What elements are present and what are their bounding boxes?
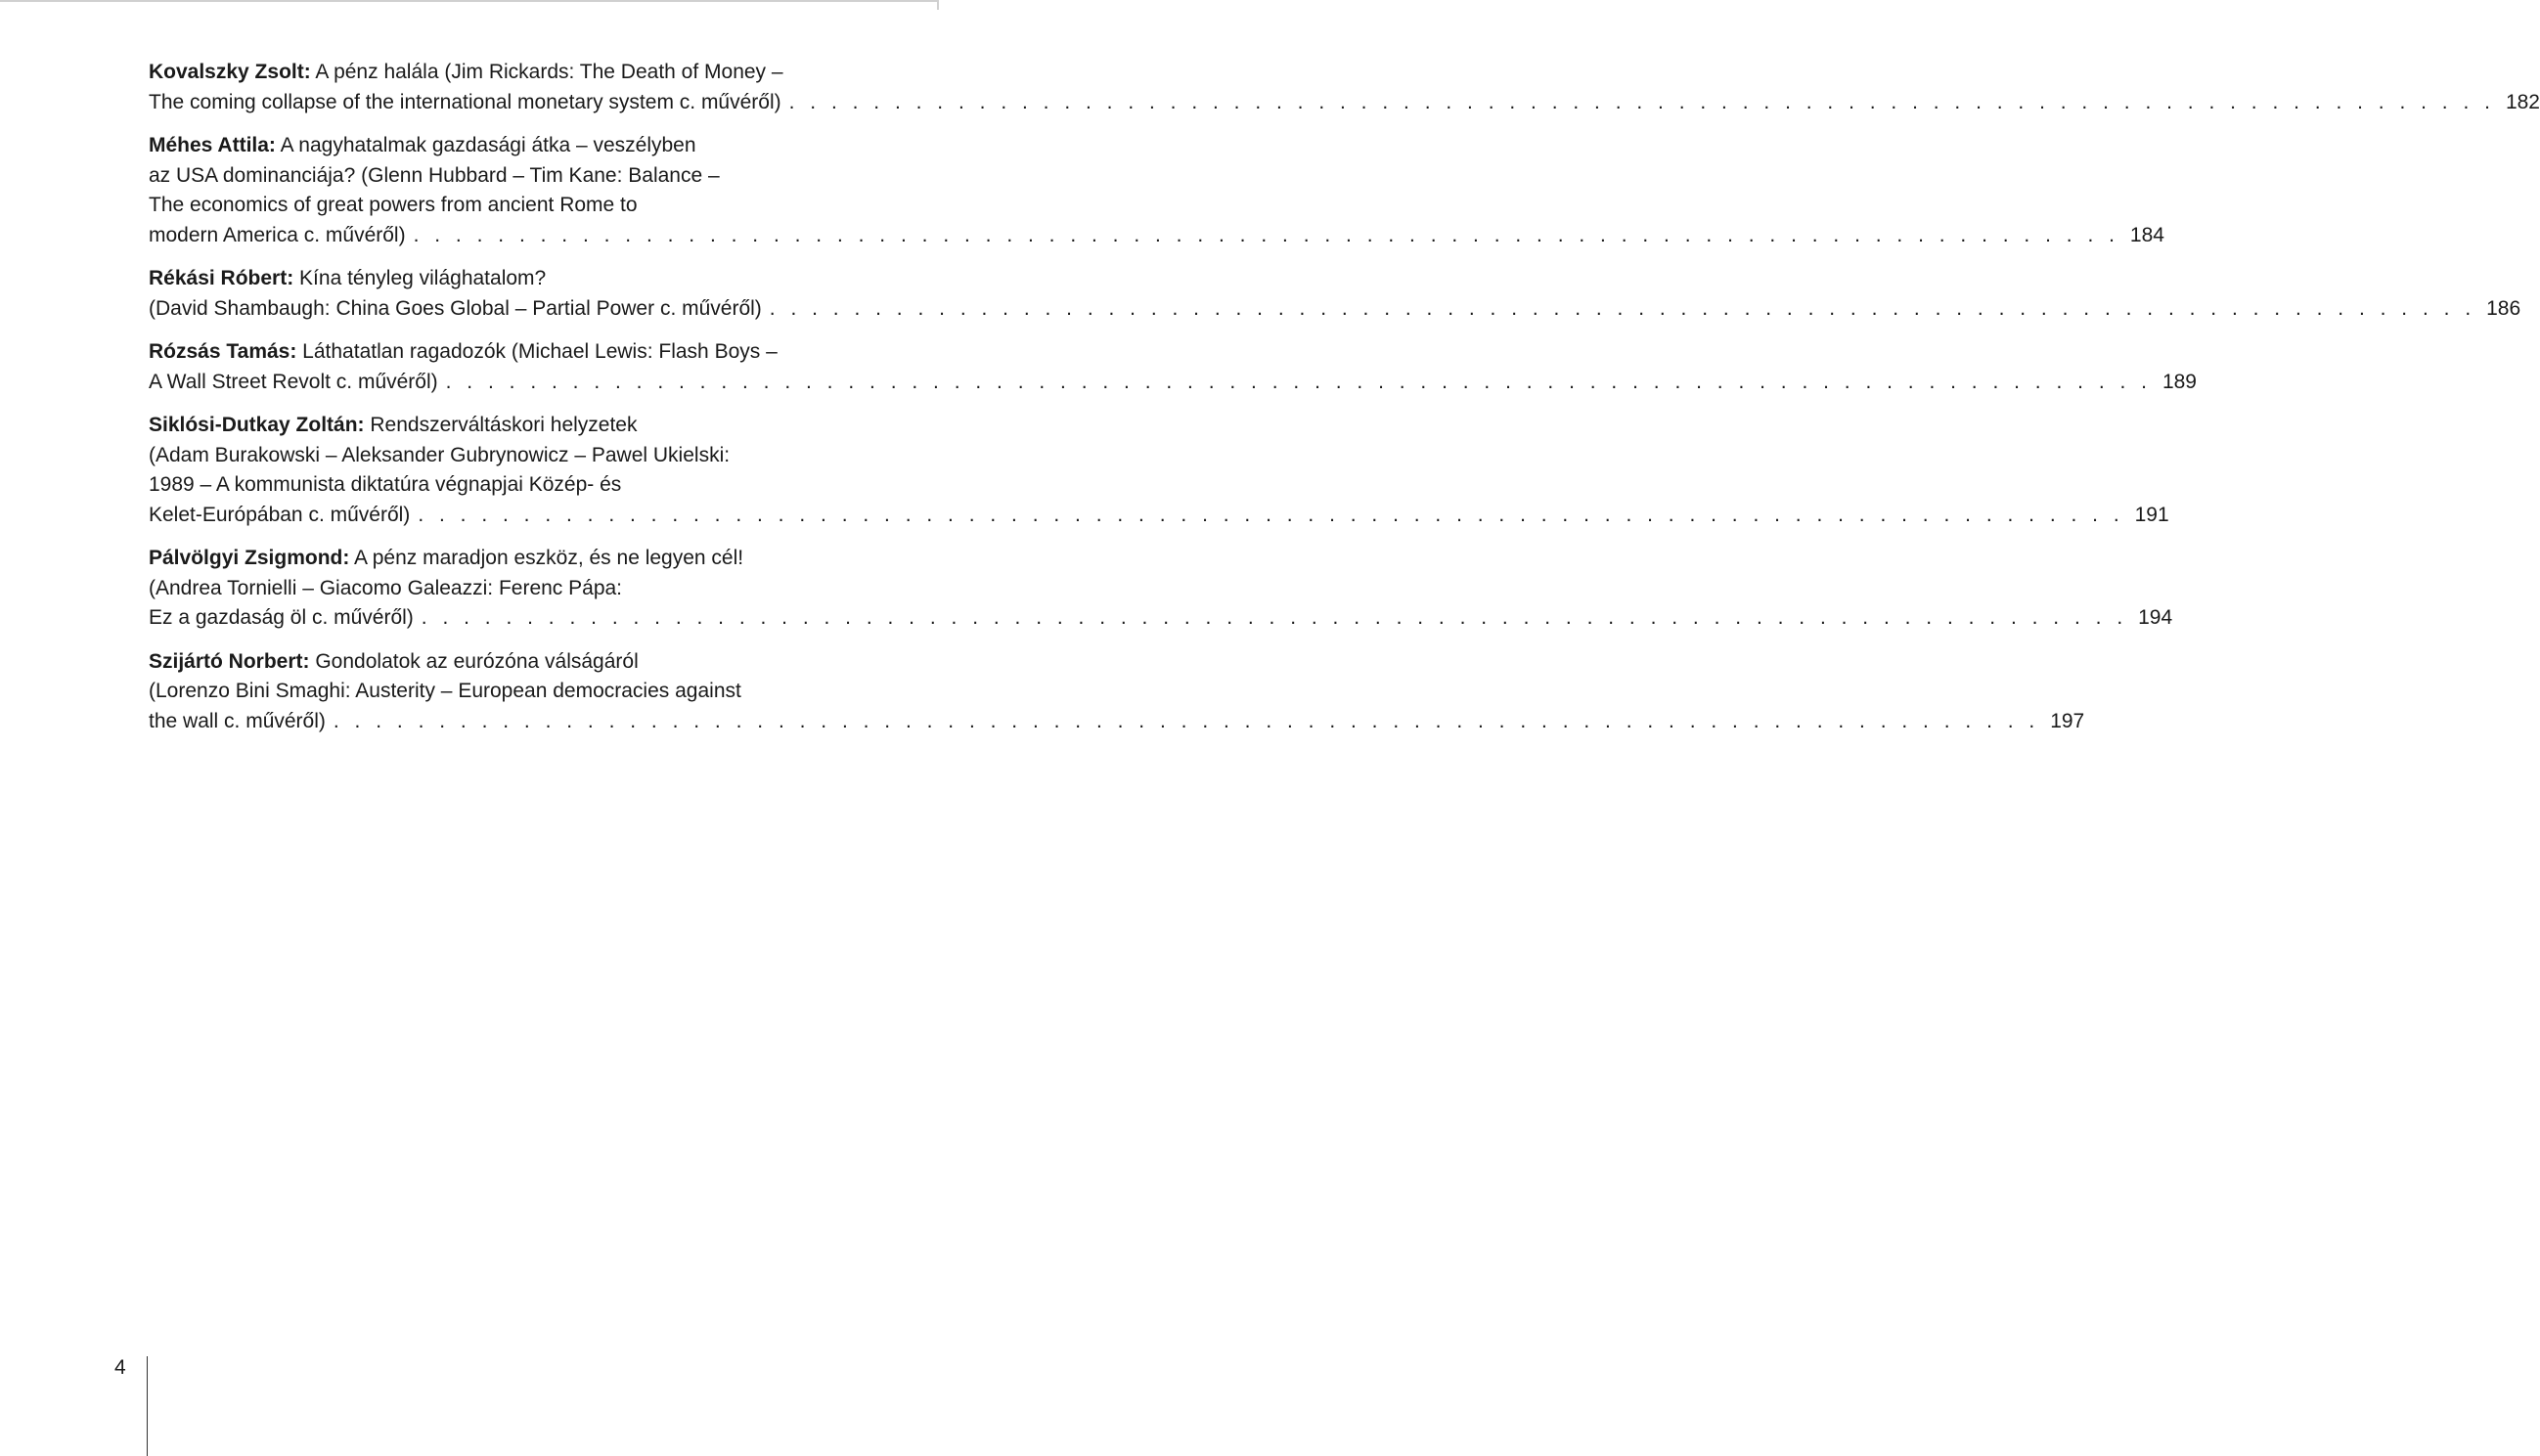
toc-entry-line: Kelet-Európában c. művéről) <box>149 503 411 526</box>
toc-entry-title: Láthatatlan ragadozók (Michael Lewis: Flash Boys – <box>296 340 778 363</box>
toc-entry-page-number: 186 <box>2486 296 2521 320</box>
toc-entry[interactable] <box>149 411 2169 530</box>
toc-entry-line: The economics of great powers from ancient Rome to <box>149 194 638 216</box>
toc-entry-author: Kovalszky Zsolt: <box>149 61 311 83</box>
toc-entry[interactable] <box>149 58 2540 117</box>
dot-leader: . . . . . . . . . . . . . . . . . . . . . . . . . . . . . . . . . . . . . . . . . . . . . . . . . . . . . . . . . . . . . . . . . . . . . . . . . . . . . . . . . <box>413 223 2119 246</box>
toc-entry-first-line <box>149 411 935 441</box>
table-of-contents <box>149 58 2540 750</box>
toc-entry-last-line <box>149 221 2164 251</box>
toc-entry-title: A nagyhatalmak gazdasági átka – veszélyben <box>275 134 696 156</box>
dot-leader: . . . . . . . . . . . . . . . . . . . . . . . . . . . . . . . . . . . . . . . . . . . . . . . . . . . . . . . . . . . . . . . . . . . . . . . . . . . . . . . . . <box>769 296 2476 320</box>
toc-entry-page-number: 194 <box>2138 606 2173 629</box>
toc-entry-author: Rózsás Tamás: <box>149 340 297 363</box>
toc-entry-last-line <box>149 368 2197 398</box>
toc-entry-last-line <box>149 294 2521 325</box>
toc-entry[interactable] <box>149 264 2521 324</box>
page-number: 4 <box>114 1356 126 1379</box>
toc-entry-page-number: 184 <box>2129 223 2164 246</box>
toc-entry-line: az USA dominanciája? (Glenn Hubbard – Tim Kane: Balance – <box>149 163 720 187</box>
toc-entry-page-number: 189 <box>2161 370 2197 393</box>
toc-entry-author: Rékási Róbert: <box>149 267 294 289</box>
top-border-line <box>0 0 939 2</box>
toc-entry-first-line <box>149 647 935 678</box>
toc-entry-line: modern America c. művéről) <box>149 223 406 246</box>
toc-entry-line: (Adam Burakowski – Aleksander Gubrynowicz – Pawel Ukielski: <box>149 443 731 466</box>
toc-entry-author: Pálvölgyi Zsigmond: <box>149 547 350 569</box>
toc-entry-last-line <box>149 501 2169 531</box>
toc-entry-page-number: 197 <box>2050 709 2085 732</box>
dot-leader: . . . . . . . . . . . . . . . . . . . . . . . . . . . . . . . . . . . . . . . . . . . . . . . . . . . . . . . . . . . . . . . . . . . . . . . . . . . . . . . . . <box>333 709 2040 732</box>
toc-entry-line: the wall c. művéről) <box>149 709 326 732</box>
toc-entry-line: (Andrea Tornielli – Giacomo Galeazzi: Ferenc Pápa: <box>149 576 623 599</box>
toc-entry[interactable] <box>149 337 2197 397</box>
toc-entry[interactable] <box>149 131 2164 250</box>
top-right-corner-mark <box>937 0 939 10</box>
toc-entry-first-line <box>149 58 935 88</box>
toc-entry-title: Rendszerváltáskori helyzetek <box>364 414 638 436</box>
toc-entry-last-line <box>149 603 2173 634</box>
toc-entry-author: Szijártó Norbert: <box>149 649 310 673</box>
toc-entry-line: Ez a gazdaság öl c. művéről) <box>149 606 414 629</box>
toc-entry-line: 1989 – A kommunista diktatúra végnapjai Közép- és <box>149 473 622 496</box>
toc-entry-page-number: 182 <box>2505 90 2540 113</box>
toc-entry-first-line <box>149 131 935 161</box>
toc-entry-line: A Wall Street Revolt c. művéről) <box>149 370 438 393</box>
dot-leader: . . . . . . . . . . . . . . . . . . . . . . . . . . . . . . . . . . . . . . . . . . . . . . . . . . . . . . . . . . . . . . . . . . . . . . . . . . . . . . . . . <box>788 90 2495 113</box>
toc-entry-title: A pénz halála (Jim Rickards: The Death of Money – <box>310 61 783 83</box>
margin-rule <box>147 1356 148 1456</box>
toc-entry-author: Siklósi-Dutkay Zoltán: <box>149 414 365 436</box>
toc-entry-last-line <box>149 707 2085 737</box>
toc-entry-title: A pénz maradjon eszköz, és ne legyen cél! <box>349 547 744 569</box>
toc-entry[interactable] <box>149 647 2085 737</box>
toc-entry-line: (David Shambaugh: China Goes Global – Partial Power c. művéről) <box>149 296 762 320</box>
toc-entry-first-line <box>149 544 935 574</box>
dot-leader: . . . . . . . . . . . . . . . . . . . . . . . . . . . . . . . . . . . . . . . . . . . . . . . . . . . . . . . . . . . . . . . . . . . . . . . . . . . . . . . . . <box>418 503 2124 526</box>
toc-entry-first-line <box>149 337 935 368</box>
toc-entry-line: The coming collapse of the international monetary system c. művéről) <box>149 90 781 113</box>
toc-entry-title: Kína tényleg világhatalom? <box>293 267 547 289</box>
toc-entry-last-line <box>149 88 2540 118</box>
toc-entry-first-line <box>149 264 935 294</box>
toc-entry-line: (Lorenzo Bini Smaghi: Austerity – European democracies against <box>149 680 741 702</box>
toc-entry-author: Méhes Attila: <box>149 134 276 156</box>
toc-entry-title: Gondolatok az eurózóna válságáról <box>309 649 639 673</box>
dot-leader: . . . . . . . . . . . . . . . . . . . . . . . . . . . . . . . . . . . . . . . . . . . . . . . . . . . . . . . . . . . . . . . . . . . . . . . . . . . . . . . . . <box>421 606 2128 629</box>
toc-entry-page-number: 191 <box>2134 503 2169 526</box>
toc-entry[interactable] <box>149 544 2173 634</box>
dot-leader: . . . . . . . . . . . . . . . . . . . . . . . . . . . . . . . . . . . . . . . . . . . . . . . . . . . . . . . . . . . . . . . . . . . . . . . . . . . . . . . . . <box>445 370 2152 393</box>
